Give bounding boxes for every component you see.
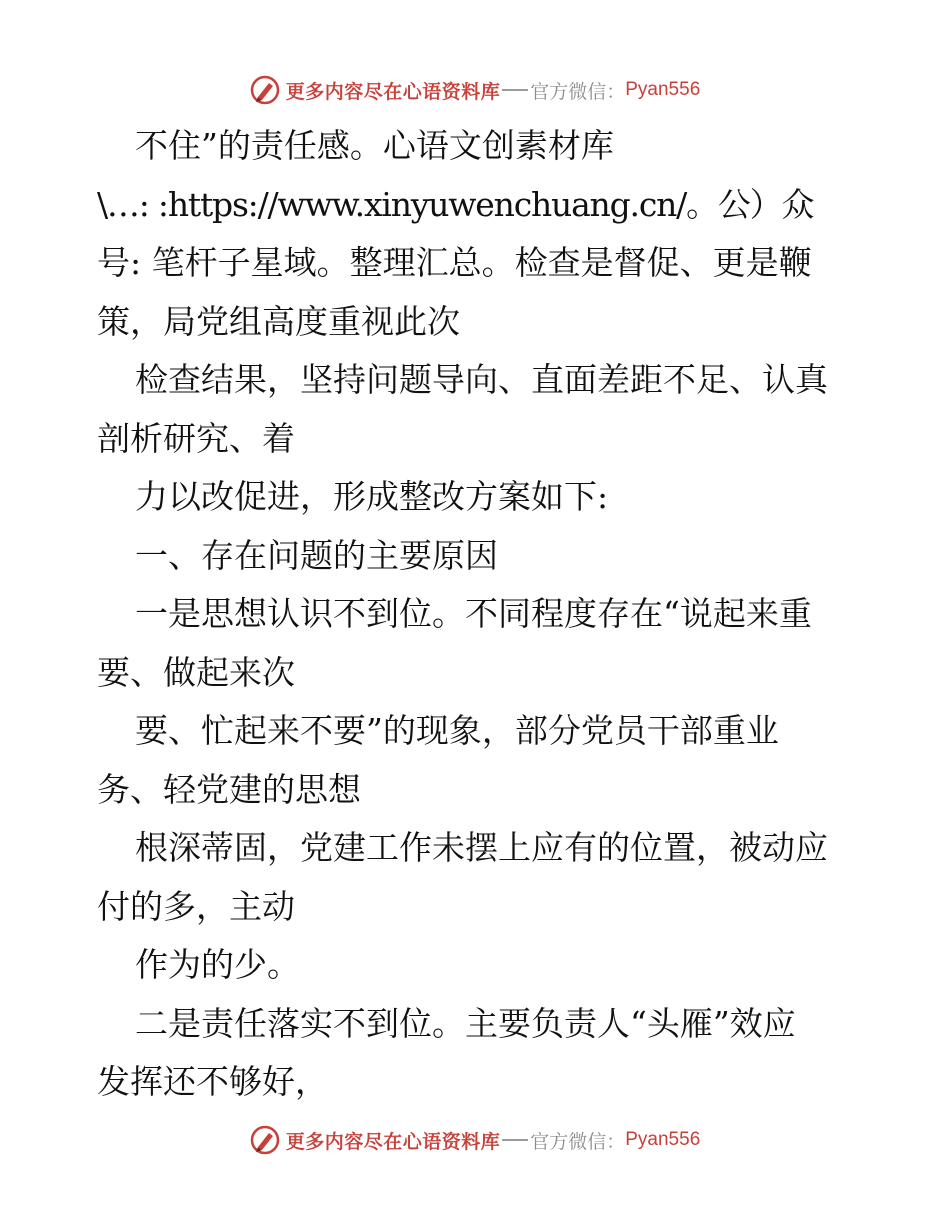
text-line: 不住”的责任感。心语文创素材库 [135, 126, 614, 165]
text-line: 发挥还不够好， [97, 1062, 328, 1101]
header-site-name: 更多内容尽在心语资料库 [285, 80, 501, 103]
footer-watermark [0, 1120, 950, 1160]
text-line: 一是思想认识不到位。不同程度存在“说起来重 [135, 594, 812, 633]
text-line: 二是责任落实不到位。主要负责人“头雁”效应 [135, 1003, 796, 1043]
footer-wechat-label: 官方微信： [530, 1130, 626, 1153]
text-line: 要、忙起来不要”的现象，部分党员干部重业 [135, 711, 779, 750]
text-line: 要、做起来次 [97, 652, 295, 692]
pen-logo-icon [250, 1125, 280, 1155]
header-watermark [0, 70, 950, 110]
text-line: 务、轻党建的思想 [97, 769, 361, 809]
text-line: 剖析研究、着 [97, 418, 295, 458]
header-wechat-label: 官方微信： [530, 80, 626, 103]
text-line: 检查结果，坚持问题导向、直面差距不足、认真 [135, 360, 828, 399]
pen-logo-icon [250, 75, 280, 105]
text-line: 策，局党组高度重视此次 [97, 301, 460, 341]
footer-wechat-id: Pyan556 [625, 1129, 701, 1150]
footer-dash [502, 1139, 528, 1141]
text-line: 号: 笔杆子星域。整理汇总。检查是督促、更是鞭 [97, 243, 812, 282]
footer-site-name: 更多内容尽在心语资料库 [285, 1130, 501, 1153]
text-line: \…: :https://www.xinyuwenchuang.cn/。公）众 [97, 184, 814, 224]
text-line: 一、存在问题的主要原因 [135, 535, 498, 575]
text-line: 作为的少。 [135, 945, 300, 984]
text-line: 付的多，主动 [97, 886, 295, 926]
header-wechat-id: Pyan556 [625, 79, 701, 100]
text-line: 根深蒂固，党建工作未摆上应有的位置，被动应 [135, 828, 828, 867]
text-line: 力以改促进，形成整改方案如下: [135, 477, 609, 516]
header-dash [502, 89, 528, 91]
document-body [97, 117, 867, 1112]
